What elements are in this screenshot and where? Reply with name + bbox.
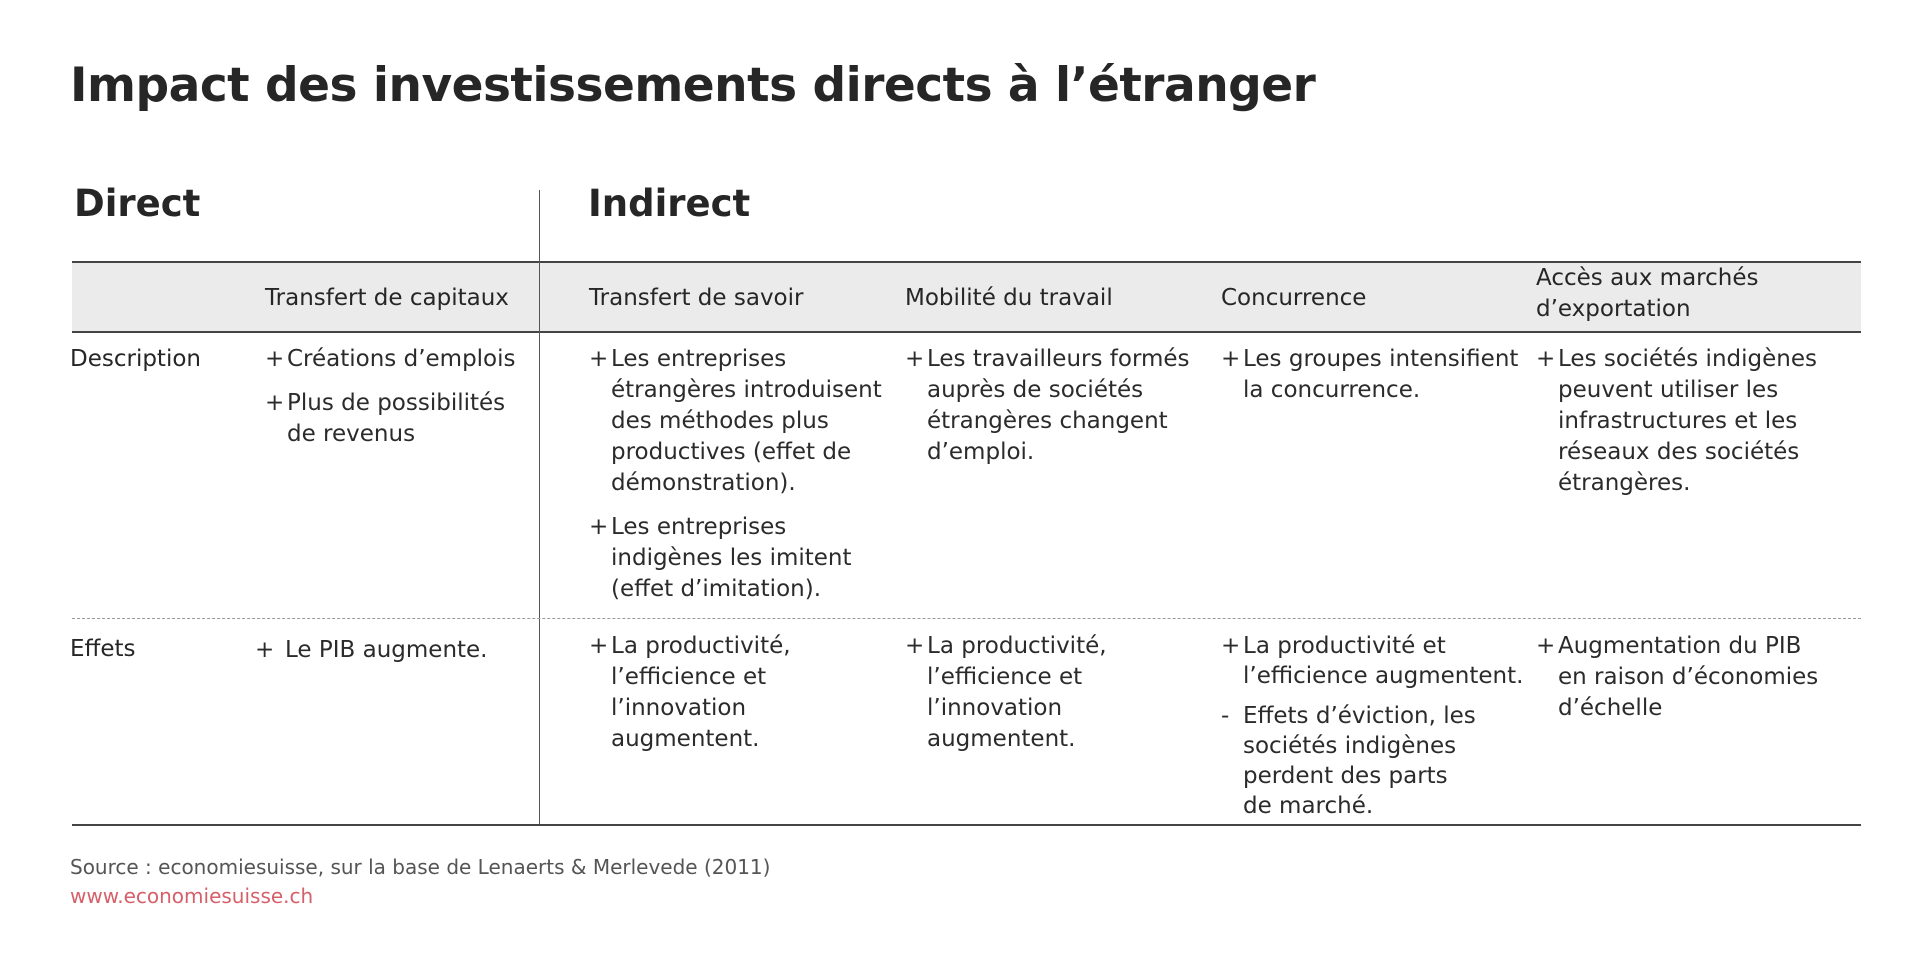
description-competition-cell	[1221, 344, 1531, 419]
effects-capital-transfer-cell	[255, 635, 535, 679]
item-sign: +	[265, 346, 285, 372]
list-item	[589, 344, 899, 499]
list-item	[255, 635, 535, 666]
item-sign: +	[265, 390, 285, 416]
description-export-markets-cell	[1536, 344, 1856, 512]
item-text: Plus de possibilités de revenus	[287, 390, 506, 447]
list-item	[1221, 701, 1531, 821]
group-heading-direct: Direct	[74, 182, 201, 225]
effects-labour-mobility-cell	[905, 631, 1215, 768]
effects-competition-cell	[1221, 631, 1531, 834]
column-header-labour-mobility: Mobilité du travail	[905, 285, 1113, 311]
item-sign: +	[905, 346, 925, 372]
list-item	[905, 344, 1215, 468]
item-sign: +	[589, 633, 609, 659]
item-text: Les entreprises étrangères introduisent des méthodes plus productives (effet de démonstration).	[611, 346, 882, 496]
row-divider	[72, 618, 1861, 619]
item-text: La productivité, l’efficience et l’innovation augmentent.	[611, 633, 791, 752]
item-text: Créations d’emplois	[287, 346, 516, 372]
item-sign: +	[1221, 633, 1241, 659]
description-capital-transfer-cell	[265, 344, 535, 463]
item-text: Effets d’éviction, les sociétés indigènes perdent des parts de marché.	[1243, 703, 1476, 819]
description-knowledge-transfer-cell	[589, 344, 899, 618]
item-text: Les sociétés indigènes peuvent utiliser les infrastructures et les réseaux des sociétés étrangères.	[1558, 346, 1817, 496]
effects-export-markets-cell	[1536, 631, 1856, 737]
column-header-competition: Concurrence	[1221, 285, 1367, 311]
list-item	[1221, 631, 1531, 691]
row-label-effects: Effets	[70, 636, 136, 662]
list-item	[265, 388, 535, 450]
item-sign: -	[1221, 703, 1230, 729]
column-header-export-markets: Accès aux marchés d’exportation	[1536, 265, 1759, 322]
list-item	[1536, 631, 1856, 724]
item-sign: +	[1536, 633, 1556, 659]
effects-knowledge-transfer-cell	[589, 631, 899, 768]
list-item	[1536, 344, 1856, 499]
list-item	[589, 631, 899, 755]
column-header-capital-transfer: Transfert de capitaux	[265, 285, 509, 311]
item-text: Les groupes intensifient la concurrence.	[1243, 346, 1519, 403]
item-sign: +	[589, 346, 609, 372]
item-sign: +	[1221, 346, 1241, 372]
item-sign: +	[589, 514, 609, 540]
group-heading-indirect: Indirect	[588, 182, 751, 225]
direct-indirect-divider	[539, 190, 540, 826]
description-labour-mobility-cell	[905, 344, 1215, 481]
list-item	[589, 512, 899, 605]
row-label-description: Description	[70, 346, 201, 372]
page-title: Impact des investissements directs à l’étranger	[70, 58, 1316, 113]
list-item	[1221, 344, 1531, 406]
item-sign: +	[1536, 346, 1556, 372]
list-item	[265, 344, 535, 375]
item-text: La productivité, l’efficience et l’innovation augmentent.	[927, 633, 1107, 752]
item-text: Les travailleurs formés auprès de sociétés étrangères changent d’emploi.	[927, 346, 1190, 465]
item-text: Augmentation du PIB en raison d’économies d’échelle	[1558, 633, 1819, 721]
item-sign: +	[905, 633, 925, 659]
list-item	[905, 631, 1215, 755]
website-link[interactable]: www.economiesuisse.ch	[70, 884, 314, 908]
column-header-knowledge-transfer: Transfert de savoir	[589, 285, 804, 311]
item-text: Le PIB augmente.	[285, 637, 488, 663]
item-sign: +	[255, 637, 275, 663]
item-text: Les entreprises indigènes les imitent (effet d’imitation).	[611, 514, 852, 602]
item-text: La productivité et l’efficience augmentent.	[1243, 633, 1524, 689]
source-note: Source : economiesuisse, sur la base de Lenaerts & Merlevede (2011)	[70, 855, 771, 879]
table-bottom-rule	[72, 824, 1861, 826]
